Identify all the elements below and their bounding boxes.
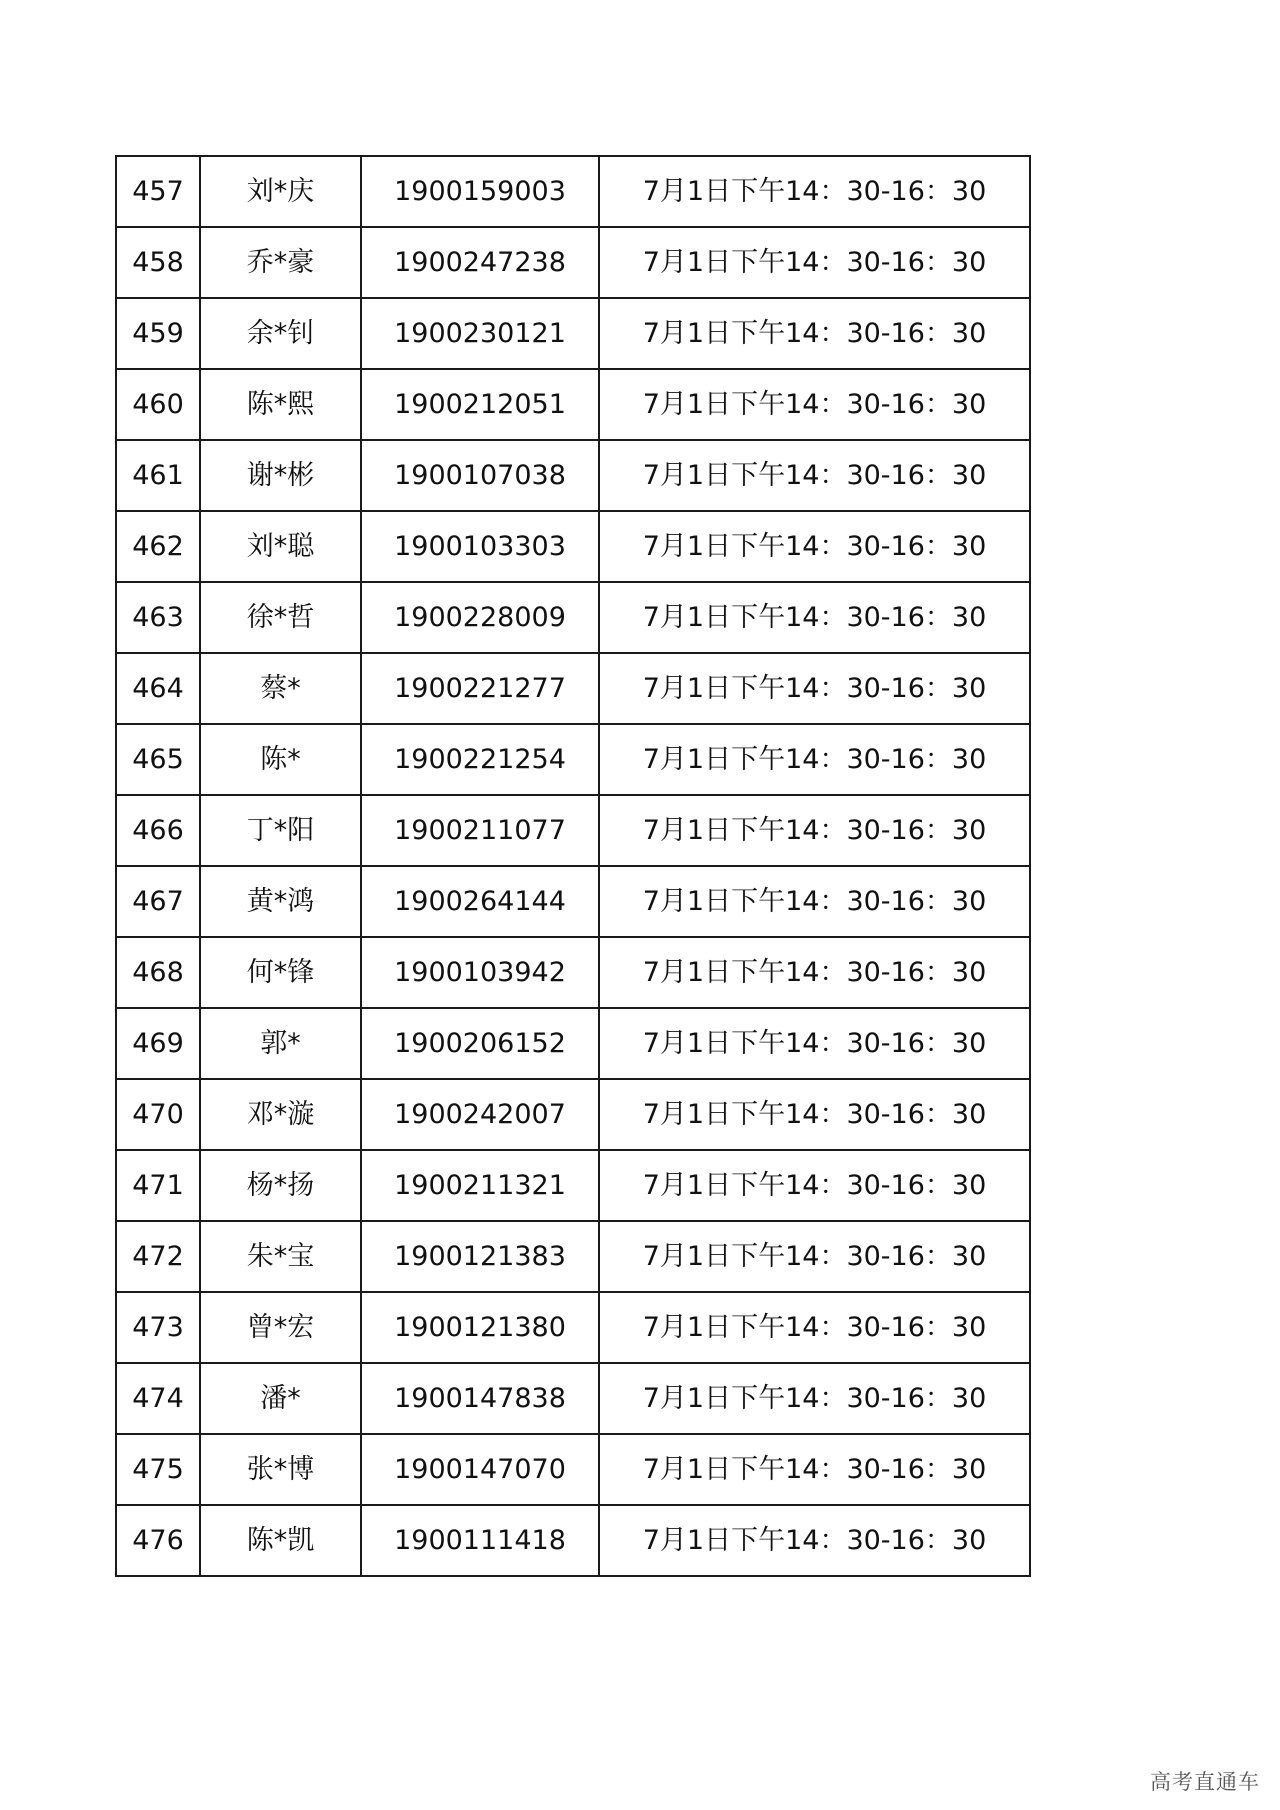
student-id-cell: 1900264144 <box>361 866 599 937</box>
exam-time-cell: 7月1日下午14：30-16：30 <box>599 1505 1030 1576</box>
student-name-cell: 黄*鸿 <box>200 866 361 937</box>
student-name-cell: 徐*哲 <box>200 582 361 653</box>
table-row <box>116 440 1030 511</box>
table-row <box>116 1150 1030 1221</box>
student-id-cell: 1900103942 <box>361 937 599 1008</box>
row-number-cell: 474 <box>116 1363 200 1434</box>
student-id-cell: 1900159003 <box>361 156 599 227</box>
student-name-cell: 余*钊 <box>200 298 361 369</box>
row-number-cell: 473 <box>116 1292 200 1363</box>
student-id-cell: 1900111418 <box>361 1505 599 1576</box>
student-name-cell: 陈*熙 <box>200 369 361 440</box>
exam-time-cell: 7月1日下午14：30-16：30 <box>599 369 1030 440</box>
row-number-cell: 461 <box>116 440 200 511</box>
exam-time-cell: 7月1日下午14：30-16：30 <box>599 1008 1030 1079</box>
student-id-cell: 1900228009 <box>361 582 599 653</box>
student-name-cell: 曾*宏 <box>200 1292 361 1363</box>
exam-time-cell: 7月1日下午14：30-16：30 <box>599 1292 1030 1363</box>
table-row <box>116 866 1030 937</box>
table-row <box>116 1505 1030 1576</box>
table-row <box>116 724 1030 795</box>
roster-table <box>115 155 1031 1577</box>
table-row <box>116 511 1030 582</box>
table-row <box>116 1363 1030 1434</box>
student-name-cell: 刘*庆 <box>200 156 361 227</box>
row-number-cell: 466 <box>116 795 200 866</box>
exam-time-cell: 7月1日下午14：30-16：30 <box>599 795 1030 866</box>
exam-time-cell: 7月1日下午14：30-16：30 <box>599 511 1030 582</box>
student-name-cell: 张*博 <box>200 1434 361 1505</box>
exam-time-cell: 7月1日下午14：30-16：30 <box>599 227 1030 298</box>
student-name-cell: 郭* <box>200 1008 361 1079</box>
row-number-cell: 467 <box>116 866 200 937</box>
exam-time-cell: 7月1日下午14：30-16：30 <box>599 1150 1030 1221</box>
exam-time-cell: 7月1日下午14：30-16：30 <box>599 298 1030 369</box>
student-name-cell: 陈*凯 <box>200 1505 361 1576</box>
row-number-cell: 465 <box>116 724 200 795</box>
exam-time-cell: 7月1日下午14：30-16：30 <box>599 937 1030 1008</box>
table-row <box>116 1221 1030 1292</box>
student-name-cell: 陈* <box>200 724 361 795</box>
row-number-cell: 460 <box>116 369 200 440</box>
exam-time-cell: 7月1日下午14：30-16：30 <box>599 582 1030 653</box>
student-id-cell: 1900121380 <box>361 1292 599 1363</box>
table-row <box>116 1292 1030 1363</box>
student-id-cell: 1900206152 <box>361 1008 599 1079</box>
table-row <box>116 1434 1030 1505</box>
student-id-cell: 1900247238 <box>361 227 599 298</box>
exam-time-cell: 7月1日下午14：30-16：30 <box>599 440 1030 511</box>
row-number-cell: 463 <box>116 582 200 653</box>
table-row <box>116 227 1030 298</box>
student-id-cell: 1900242007 <box>361 1079 599 1150</box>
table-row <box>116 582 1030 653</box>
roster-table-body <box>116 156 1030 1576</box>
student-id-cell: 1900121383 <box>361 1221 599 1292</box>
student-name-cell: 杨*扬 <box>200 1150 361 1221</box>
exam-time-cell: 7月1日下午14：30-16：30 <box>599 653 1030 724</box>
table-row <box>116 653 1030 724</box>
student-name-cell: 谢*彬 <box>200 440 361 511</box>
student-id-cell: 1900211077 <box>361 795 599 866</box>
exam-time-cell: 7月1日下午14：30-16：30 <box>599 1434 1030 1505</box>
table-row <box>116 1079 1030 1150</box>
row-number-cell: 475 <box>116 1434 200 1505</box>
student-id-cell: 1900221254 <box>361 724 599 795</box>
row-number-cell: 462 <box>116 511 200 582</box>
student-name-cell: 丁*阳 <box>200 795 361 866</box>
table-row <box>116 795 1030 866</box>
student-name-cell: 乔*豪 <box>200 227 361 298</box>
student-name-cell: 邓*漩 <box>200 1079 361 1150</box>
row-number-cell: 471 <box>116 1150 200 1221</box>
table-row <box>116 1008 1030 1079</box>
student-id-cell: 1900147838 <box>361 1363 599 1434</box>
row-number-cell: 458 <box>116 227 200 298</box>
row-number-cell: 472 <box>116 1221 200 1292</box>
student-id-cell: 1900147070 <box>361 1434 599 1505</box>
exam-time-cell: 7月1日下午14：30-16：30 <box>599 1363 1030 1434</box>
student-id-cell: 1900103303 <box>361 511 599 582</box>
watermark-text: 高考直通车 <box>1150 1770 1260 1794</box>
row-number-cell: 459 <box>116 298 200 369</box>
student-name-cell: 潘* <box>200 1363 361 1434</box>
exam-time-cell: 7月1日下午14：30-16：30 <box>599 724 1030 795</box>
student-name-cell: 刘*聪 <box>200 511 361 582</box>
row-number-cell: 464 <box>116 653 200 724</box>
student-id-cell: 1900211321 <box>361 1150 599 1221</box>
table-row <box>116 369 1030 440</box>
table-row <box>116 937 1030 1008</box>
table-row <box>116 156 1030 227</box>
student-id-cell: 1900107038 <box>361 440 599 511</box>
student-name-cell: 朱*宝 <box>200 1221 361 1292</box>
exam-time-cell: 7月1日下午14：30-16：30 <box>599 866 1030 937</box>
student-name-cell: 蔡* <box>200 653 361 724</box>
exam-time-cell: 7月1日下午14：30-16：30 <box>599 1221 1030 1292</box>
table-row <box>116 298 1030 369</box>
student-name-cell: 何*锋 <box>200 937 361 1008</box>
row-number-cell: 469 <box>116 1008 200 1079</box>
row-number-cell: 468 <box>116 937 200 1008</box>
exam-time-cell: 7月1日下午14：30-16：30 <box>599 1079 1030 1150</box>
row-number-cell: 476 <box>116 1505 200 1576</box>
row-number-cell: 457 <box>116 156 200 227</box>
student-id-cell: 1900212051 <box>361 369 599 440</box>
student-id-cell: 1900221277 <box>361 653 599 724</box>
student-id-cell: 1900230121 <box>361 298 599 369</box>
row-number-cell: 470 <box>116 1079 200 1150</box>
exam-time-cell: 7月1日下午14：30-16：30 <box>599 156 1030 227</box>
